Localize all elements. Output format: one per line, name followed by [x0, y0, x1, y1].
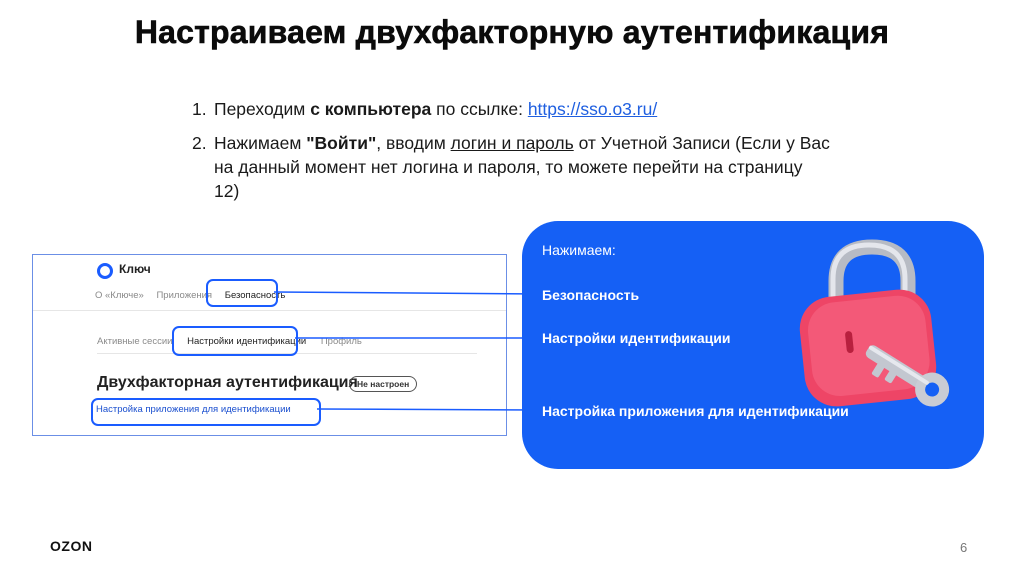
step-text: , вводим	[376, 133, 451, 153]
page-title: Настраиваем двухфакторную аутентификация	[134, 14, 890, 50]
tab-identification-settings[interactable]: Настройки идентификации	[187, 336, 307, 347]
nav-item-apps[interactable]: Приложения	[156, 290, 213, 301]
step-text: Переходим	[214, 99, 311, 119]
step-emphasis: "Войти"	[306, 133, 377, 153]
app-logo-text: Ключ	[119, 262, 151, 276]
step-text: по ссылке:	[431, 99, 528, 119]
section-heading: Двухфакторная аутентификация	[97, 374, 358, 391]
step-number: 1.	[192, 99, 207, 119]
nav-item-security[interactable]: Безопасность	[224, 290, 286, 301]
app-setup-link[interactable]: Настройка приложения для идентификации	[96, 404, 291, 415]
step-emphasis: с компьютера	[310, 99, 432, 119]
tab-profile[interactable]: Профиль	[320, 336, 362, 347]
padlock-key-icon	[790, 233, 960, 423]
sso-link[interactable]: https://sso.o3.ru/	[527, 99, 658, 119]
nav-item-about[interactable]: О «Ключе»	[95, 290, 144, 301]
page-number: 6	[960, 540, 968, 555]
card-item-security: Безопасность	[542, 287, 640, 303]
step-text: Нажимаем	[214, 133, 307, 153]
step-number: 2.	[192, 133, 207, 153]
brand-text: OZON	[50, 538, 93, 554]
tab-active-sessions[interactable]: Активные сессии	[97, 336, 173, 347]
step-text: от Учетной Записи (Если у Вас на данный момент нет логина и пароля, то можете перейти на страницу 12)	[214, 133, 830, 201]
status-badge: Не настроен	[349, 376, 417, 392]
connector-line	[317, 409, 540, 410]
ozon-logo	[50, 538, 106, 554]
card-item-identification: Настройки идентификации	[542, 330, 731, 346]
callout-card	[522, 221, 984, 469]
step-underlined: логин и пароль	[450, 133, 574, 153]
connector-line	[274, 292, 540, 294]
card-item-app-setup: Настройка приложения для идентификации	[542, 403, 849, 419]
card-intro: Нажимаем:	[542, 242, 616, 258]
